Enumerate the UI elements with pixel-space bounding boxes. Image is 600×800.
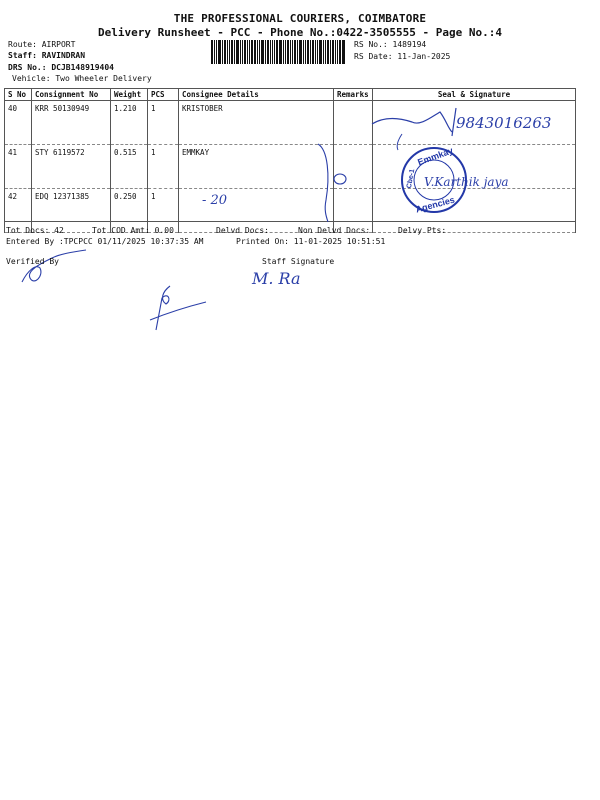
col-header-consignment: Consignment No [32, 89, 111, 101]
barcode-bar [323, 40, 324, 64]
non-delivered-docs: Non Delvd Docs: [298, 226, 371, 235]
stamp-line3: Cbe-1 [405, 168, 417, 189]
barcode-bar [279, 40, 282, 64]
barcode-bar [317, 40, 318, 64]
table-bottom-rule [4, 221, 576, 222]
barcode-bar [335, 40, 336, 64]
barcode-bar [305, 40, 306, 64]
row3-handwritten-mark: - 20 [202, 193, 228, 208]
barcode-bar [224, 40, 226, 64]
vehicle-label: Vehicle: Two Wheeler Delivery [12, 74, 152, 83]
barcode-bar [297, 40, 298, 64]
cell-consignment: EDQ 12371385 [32, 189, 111, 233]
col-header-sno: S No [5, 89, 32, 101]
col-header-seal: Seal & Signature [373, 89, 576, 101]
barcode-bar [231, 40, 233, 64]
printed-on: Printed On: 11-01-2025 10:51:51 [236, 237, 386, 246]
barcode-bar [299, 40, 302, 64]
barcode-bar [274, 40, 275, 64]
barcode [211, 40, 346, 64]
table-row [5, 101, 576, 145]
delivered-docs: Delvd Docs: [216, 226, 269, 235]
cell-pcs: 1 [148, 145, 179, 189]
barcode-bar [310, 40, 311, 64]
barcode-bar [325, 40, 326, 64]
stamp-line1: Emmkay [416, 145, 455, 168]
verified-initial-mark [150, 286, 206, 330]
staff-label: Staff: RAVINDRAN [8, 51, 86, 60]
drs-number: DRS No.: DCJB148919404 [8, 63, 114, 72]
barcode-bar [337, 40, 338, 64]
barcode-bar [251, 40, 253, 64]
total-docs: Tot Docs: 42 [6, 226, 64, 235]
barcode-bar [283, 40, 284, 64]
barcode-bar [292, 40, 293, 64]
barcode-bar [259, 40, 260, 64]
barcode-bar [319, 40, 322, 64]
barcode-bar [276, 40, 278, 64]
cell-consignee: EMMKAY [179, 145, 334, 189]
barcode-bar [303, 40, 304, 64]
rs-date: RS Date: 11-Jan-2025 [354, 52, 451, 61]
cell-consignment: STY 6119572 [32, 145, 111, 189]
total-cod-amount: Tot COD Amt: 0.00 [92, 226, 174, 235]
barcode-bar [254, 40, 256, 64]
cell-weight: 0.515 [111, 145, 148, 189]
runsheet-table [4, 88, 576, 233]
barcode-bar [214, 40, 215, 64]
col-header-remarks: Remarks [334, 89, 373, 101]
barcode-bar [257, 40, 258, 64]
table-header-row [5, 89, 576, 101]
barcode-bar [249, 40, 250, 64]
barcode-bar [229, 40, 230, 64]
verified-by-signature [22, 250, 86, 282]
entered-by: Entered By :TPCPCC 01/11/2025 10:37:35 AM [6, 237, 204, 246]
staff-signature-handwritten: M. Ra [252, 269, 301, 288]
rs-number: RS No.: 1489194 [354, 40, 427, 49]
barcode-bar [265, 40, 266, 64]
verified-by-label: Verified By [6, 257, 59, 266]
cell-weight: 0.250 [111, 189, 148, 233]
row2-name-handwritten: V.Karthik jaya [424, 175, 509, 189]
staff-signature-label: Staff Signature [262, 257, 335, 266]
cell-seal [373, 145, 576, 189]
barcode-bar [240, 40, 241, 64]
cell-consignee: KRISTOBER [179, 101, 334, 145]
barcode-bar [315, 40, 316, 64]
barcode-bar [330, 40, 331, 64]
cell-pcs: 1 [148, 101, 179, 145]
col-header-pcs: PCS [148, 89, 179, 101]
page-title: THE PROFESSIONAL COURIERS, COIMBATORE [173, 12, 427, 25]
cell-sno: 42 [5, 189, 32, 233]
col-header-consignee: Consignee Details [179, 89, 334, 101]
cell-consignment: KRR 50130949 [32, 101, 111, 145]
barcode-bar [234, 40, 235, 64]
barcode-bar [244, 40, 246, 64]
barcode-bar [339, 40, 341, 64]
row1-phone-handwritten: 9843016263 [456, 114, 552, 132]
barcode-bar [272, 40, 273, 64]
barcode-bar [222, 40, 223, 64]
table-row [5, 189, 576, 233]
barcode-bar [312, 40, 314, 64]
cell-seal [373, 101, 576, 145]
barcode-bar [261, 40, 264, 64]
route-label: Route: AIRPORT [8, 40, 76, 49]
cell-remarks [334, 145, 373, 189]
barcode-bar [227, 40, 228, 64]
barcode-bar [290, 40, 291, 64]
barcode-bar [332, 40, 334, 64]
barcode-bar [270, 40, 271, 64]
barcode-bar [285, 40, 286, 64]
table-row [5, 145, 576, 189]
barcode-bar [216, 40, 217, 64]
barcode-bar [307, 40, 309, 64]
page-subtitle: Delivery Runsheet - PCC - Phone No.:0422-3505555 - Page No.:4 [98, 26, 502, 39]
cell-sno: 41 [5, 145, 32, 189]
col-header-weight: Weight [111, 89, 148, 101]
delivery-points: Delvy Pts: [398, 226, 447, 235]
stamp-line2: Agencies [414, 194, 456, 215]
barcode-bar [236, 40, 239, 64]
barcode-bar [247, 40, 248, 64]
barcode-bar [242, 40, 243, 64]
cell-remarks [334, 101, 373, 145]
cell-weight: 1.210 [111, 101, 148, 145]
cell-sno: 40 [5, 101, 32, 145]
barcode-bar [218, 40, 221, 64]
cell-pcs: 1 [148, 189, 179, 233]
barcode-bar [294, 40, 296, 64]
barcode-bar [342, 40, 345, 64]
barcode-bar [267, 40, 269, 64]
barcode-bar [327, 40, 329, 64]
barcode-bar [211, 40, 213, 64]
barcode-bar [287, 40, 289, 64]
